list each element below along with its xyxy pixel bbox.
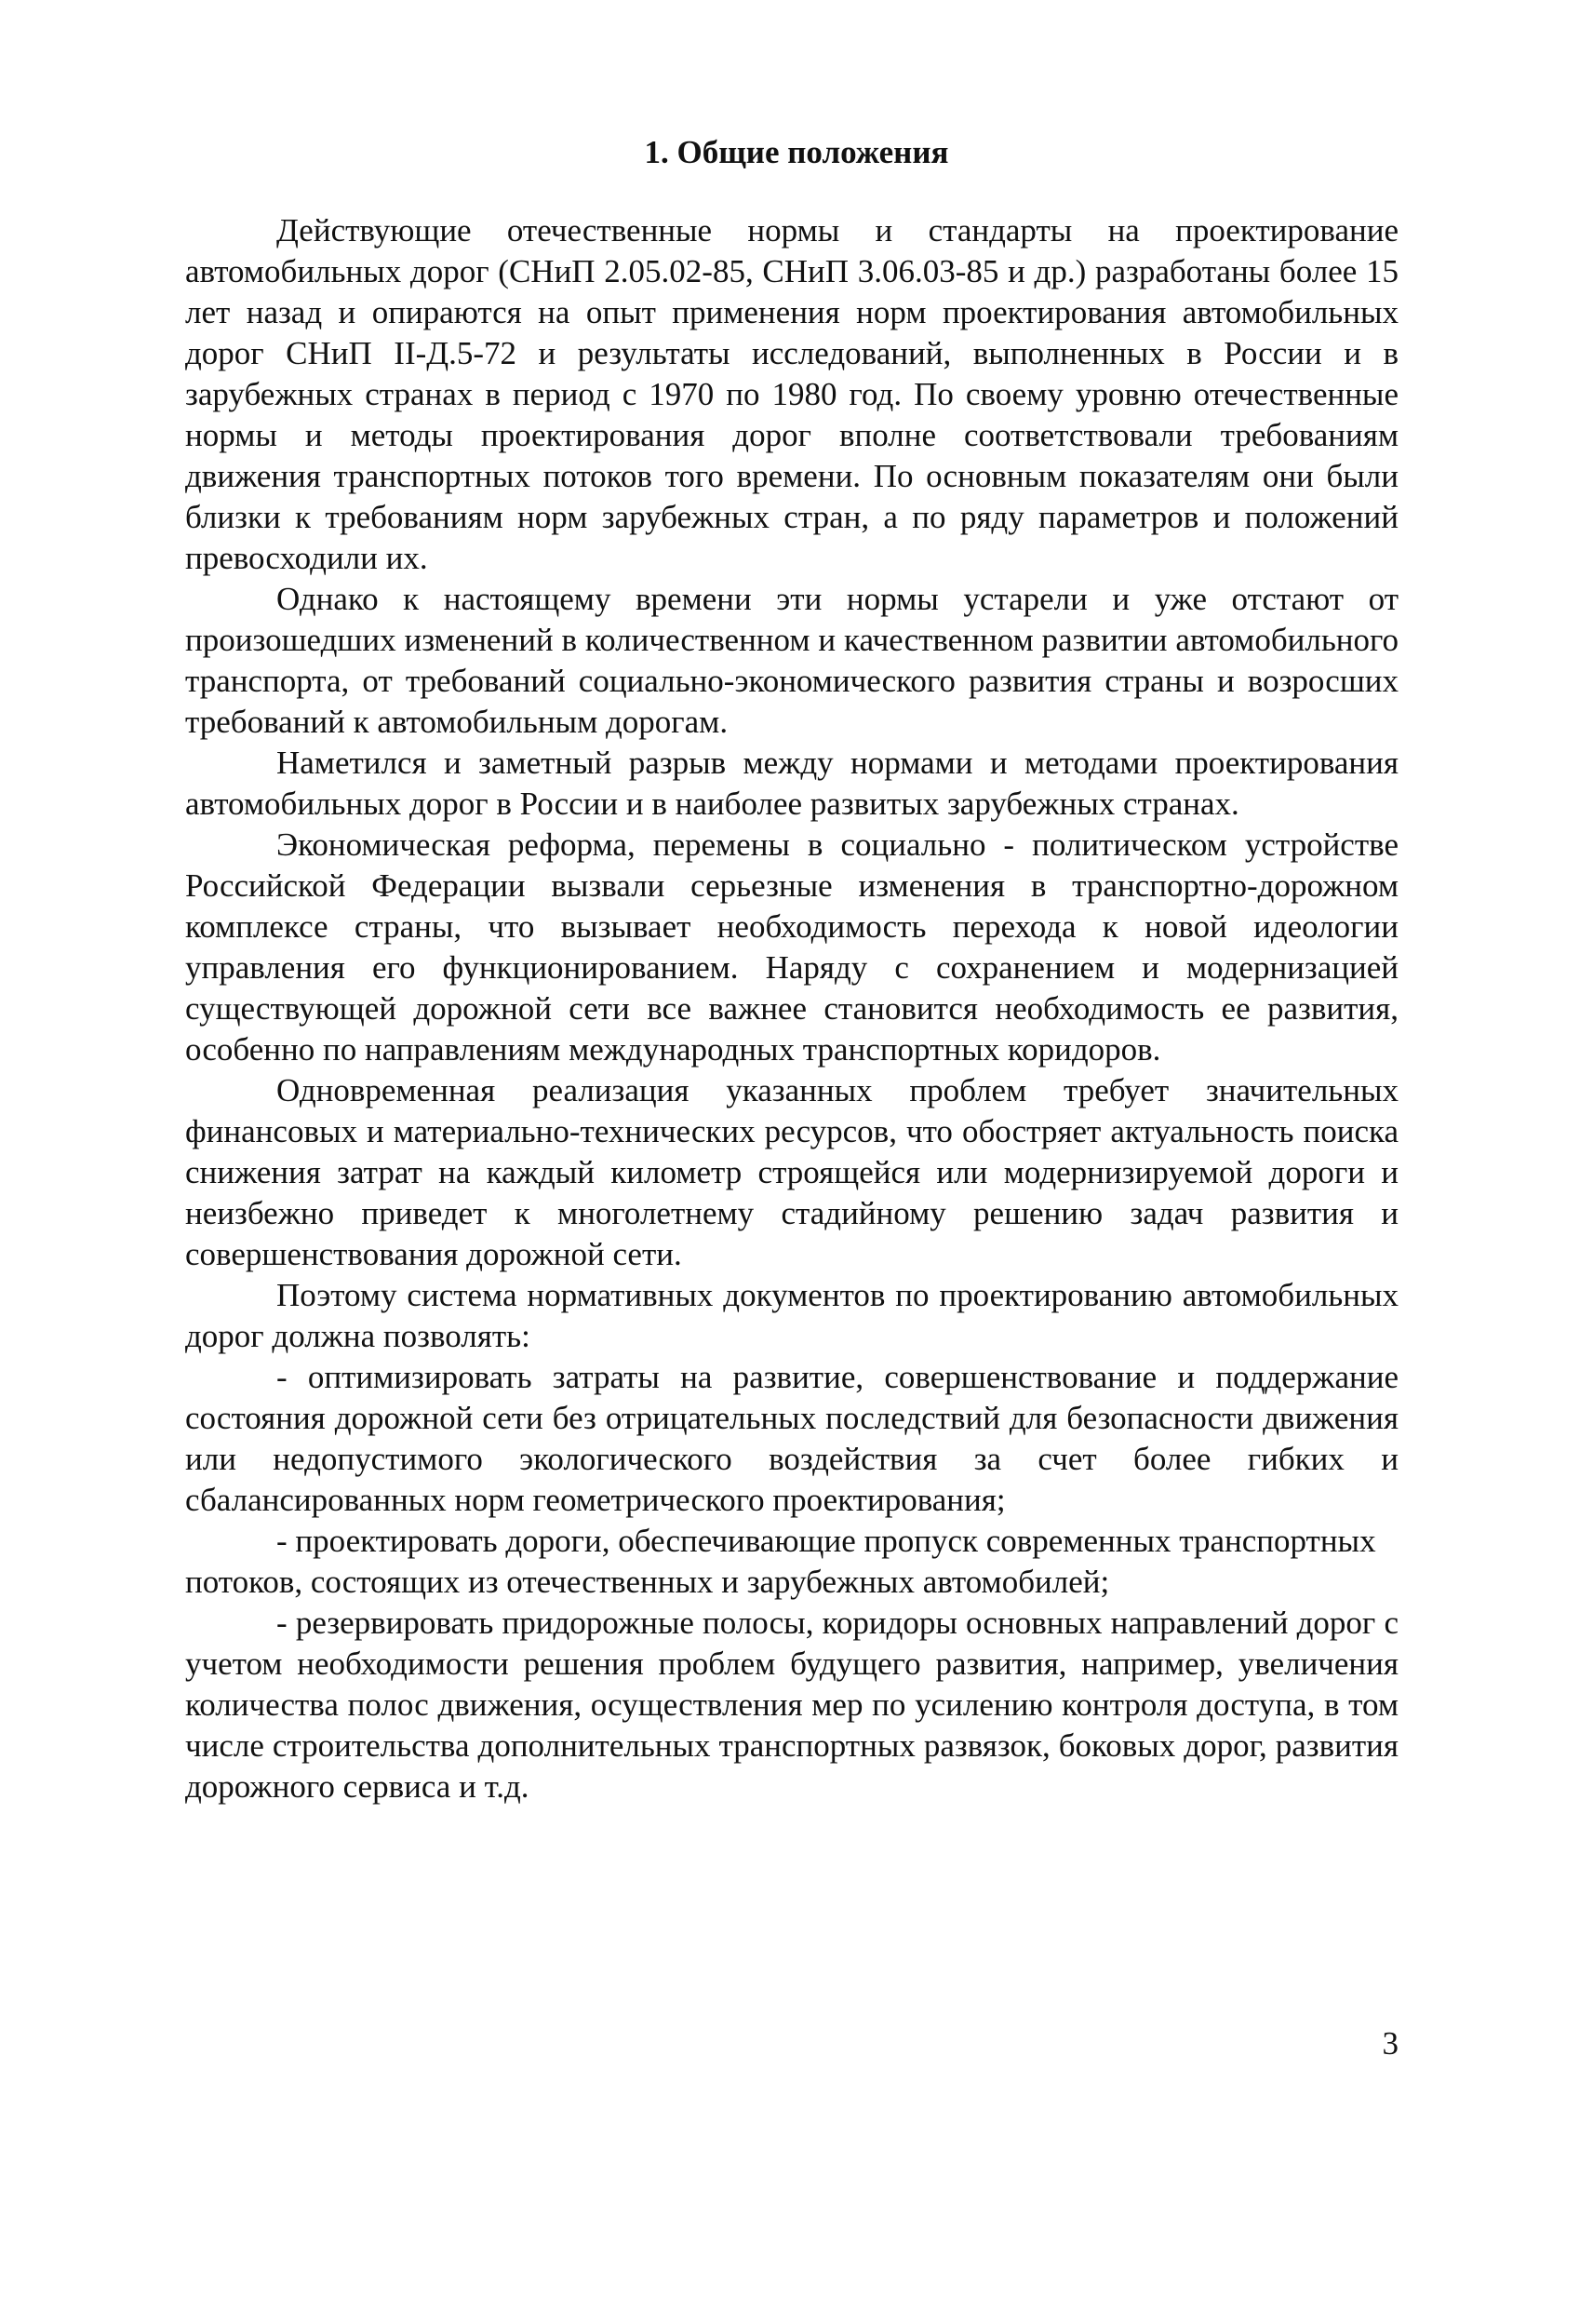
paragraph-norms-outdated: Однако к настоящему времени эти нормы устарели и уже отстают от произошедших изменений в количественном и качественном развитии автомобильного транспорта, от требований социально-экономического развития страны и возросших требований к автомобильным дорогам.: [185, 581, 1399, 740]
paragraph-current-norms: Действующие отечественные нормы и стандарты на проектирование автомобильных дорог (СНиП 2.05.02-85, СНиП 3.06.03-85 и др.) разработаны более 15 лет назад и опираются на опыт применения норм проектирования автомобильных дорог СНиП II-Д.5-72 и результаты исследований, выполненных в России и в зарубежных странах в период с 1970 по 1980 год. По своему уровню отечественные нормы и методы проектирования дорог вполне соответствовали требованиям движения транспортных потоков того времени. По основным показателям они были близки к требованиям норм зарубежных стран, а по ряду параметров и положений превосходили их.: [185, 212, 1399, 576]
page-number: 3: [1382, 2025, 1399, 2062]
document-body: [185, 210, 1399, 1807]
list-item-reserve-strips: - резервировать придорожные полосы, коридоры основных направлений дорог с учетом необходимости решения проблем будущего развития, например, увеличения количества полос движения, осуществления мер по усилению контроля доступа, в том числе строительства дополнительных транспортных развязок, боковых дорог, развития дорожного сервиса и т.д.: [185, 1605, 1399, 1805]
paragraph-system-requirements: Поэтому система нормативных документов по проектированию автомобильных дорог должна позволять:: [185, 1277, 1399, 1354]
list-item-optimize: - оптимизировать затраты на развитие, совершенствование и поддержание состояния дорожной сети без отрицательных последствий для безопасности движения или недопустимого экологического воздействия за счет более гибких и сбалансированных норм геометрического проектирования;: [185, 1359, 1399, 1518]
section-heading: 1. Общие положения: [644, 134, 949, 170]
paragraph-gap: Наметился и заметный разрыв между нормами и методами проектирования автомобильных дорог в России и в наиболее развитых зарубежных странах.: [185, 745, 1399, 822]
list-item-design-roads: - проектировать дороги, обеспечивающие пропуск современных транспортных потоков, состоящих из отечественных и зарубежных автомобилей;: [185, 1523, 1376, 1600]
paragraph-economic-reform: Экономическая реформа, перемены в социально - политическом устройстве Российской Федерации вызвали серьезные изменения в транспортно-дорожном комплексе страны, что вызывает необходимость перехода к новой идеологии управления его функционированием. Наряду с сохранением и модернизацией существующей дорожной сети все важнее становится необходимость ее развития, особенно по направлениям международных транспортных коридоров.: [185, 826, 1399, 1068]
paragraph-simultaneous-implementation: Одновременная реализация указанных проблем требует значительных финансовых и материально-технических ресурсов, что обостряет актуальность поиска снижения затрат на каждый километр строящейся или модернизируемой дороги и неизбежно приведет к многолетнему стадийному решению задач развития и совершенствования дорожной сети.: [185, 1072, 1399, 1272]
